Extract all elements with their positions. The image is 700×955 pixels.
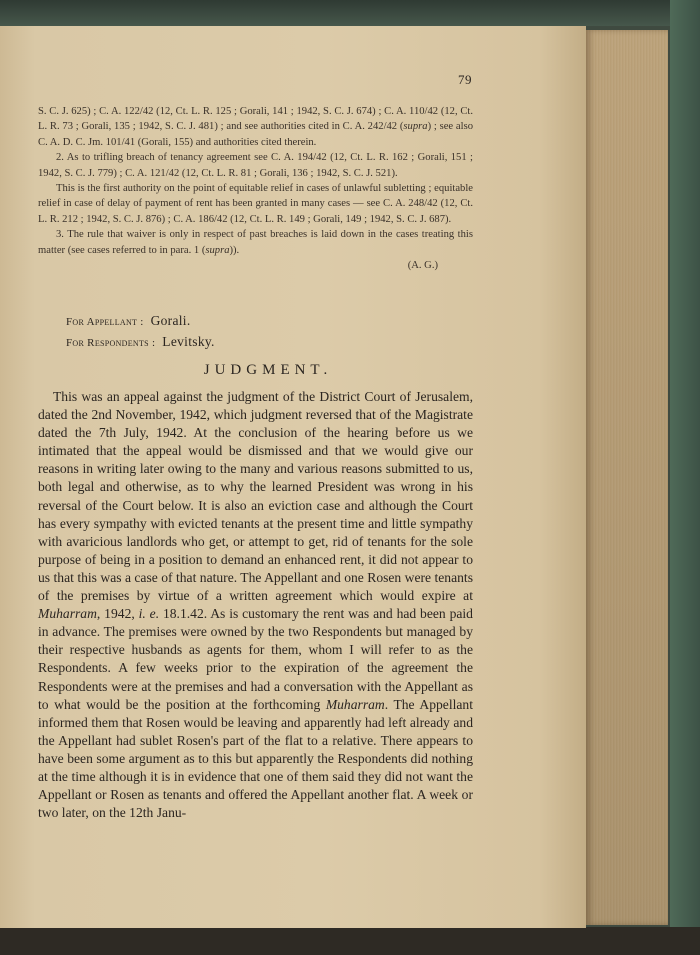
body-ie: i. e. <box>138 606 160 622</box>
book-cover-top <box>0 0 700 26</box>
note-1-text: S. C. J. 625) ; C. A. 122/42 (12, Ct. L. R. 125 ; Gorali, 141 ; 1942, S. C. J. 674) ; C. A. 110/42 (12, Ct. L. R. 73 ; Gorali, 135 ; 1942, S. C. J. 481) ; and see authorities cited in C. A. 242/42 ( <box>38 106 473 133</box>
counsel-appellant <box>66 313 191 329</box>
note-1 <box>38 104 473 150</box>
note-1-end: ) ; see also C. A. D. C. Jm. 101/41 (Gorali, 155) and authorities cited therein. <box>38 121 473 148</box>
note-3-text: 3. The rule that waiver is only in respect of past breaches is laid down in the cases treating this matter (see cases referred to in para. 1 ( <box>38 229 473 256</box>
note-initials: (A. G.) <box>407 260 438 272</box>
respondents-label: For Respondents : <box>66 337 156 349</box>
judgment-body <box>38 388 473 822</box>
note-1-supra: supra <box>403 121 428 133</box>
body-part-3: 18.1.42. As is customary the rent was and had been paid in advance. The premises were owned by the two Respondents but managed by their respective husbands as agents for them, whom I will refer to as the Respondents. A few weeks prior to the expiration of the agreement the Respondents were at the premises and had a conversation with the Appellant as to what would be the position at the forthcoming <box>38 606 473 712</box>
note-2: 2. As to trifling breach of tenancy agreement see C. A. 194/42 (12, Ct. L. R. 162 ; Gorali, 151 ; 1942, S. C. J. 779) ; C. A. 121/42 (12, Ct. L. R. 81 ; Gorali, 136 ; 1942, S. C. J. 521). <box>38 152 473 179</box>
note-3-end: )). <box>229 244 240 256</box>
respondents-name: Levitsky. <box>162 334 215 349</box>
page-edges-shade <box>586 30 668 925</box>
body-muharram-1: Muharram <box>38 606 97 622</box>
note-2b: This is the first authority on the point of equitable relief in cases of unlawful subletting ; equitable relief in case of delay of payment of rent has been granted in many cases — see C. A. 248/42 (12, Ct. L. R. 212 ; 1942, S. C. J. 876) ; C. A. 186/42 (12, Ct. L. R. 149 ; Gorali, 149 ; 1942, S. C. J. 687). <box>38 183 473 225</box>
body-part-1: This was an appeal against the judgment of the District Court of Jerusalem, dated the 2nd November, 1942, which judgment reversed that of the Magistrate dated the 7th July, 1942. At the conclusion of the hearing before us we intimated that the appeal would be dismissed and that we would give our reasons in writing later owing to the many and various reasons submitted to us, both legal and otherwise, as to why the learned President was wrong in his reversal of the Court below. It is also an eviction case and although the Court has every sympathy with evicted tenants at the present time and little sympathy with avaricious landlords who get, or attempt to get, rid of tenants for the sole purpose of being in a position to demand an enhanced rent, it did not appear to us that this was a case of that nature. The Appellant and one Rosen were tenants of the premises by virtue of a written agreement which would expire at <box>38 389 473 604</box>
judgment-heading: JUDGMENT. <box>203 362 333 378</box>
body-part-2: , 1942, <box>96 606 139 622</box>
body-muharram-2: Muharram <box>325 696 385 712</box>
note-3-supra: supra <box>205 244 230 256</box>
appellant-label: For Appellant : <box>66 316 144 328</box>
footnotes-block <box>38 104 473 273</box>
page-number: 79 <box>458 72 472 87</box>
body-part-4: . The Appellant informed them that Rosen would be leaving and apparently had left already and the Appellant had sublet Rosen's part of the flat to a relative. There appears to have been some argument as to this but apparently the Respondents did nothing at the time although it is in evidence that one of them said they did not want the Appellant or Rosen as tenants and offered the Appellant another flat. A week or two later, on the 12th Janu- <box>38 696 473 821</box>
background-bottom <box>0 927 700 955</box>
book-cover-right <box>670 0 700 955</box>
appellant-name: Gorali. <box>150 313 191 328</box>
note-3 <box>38 227 473 258</box>
counsel-respondents <box>66 334 215 350</box>
